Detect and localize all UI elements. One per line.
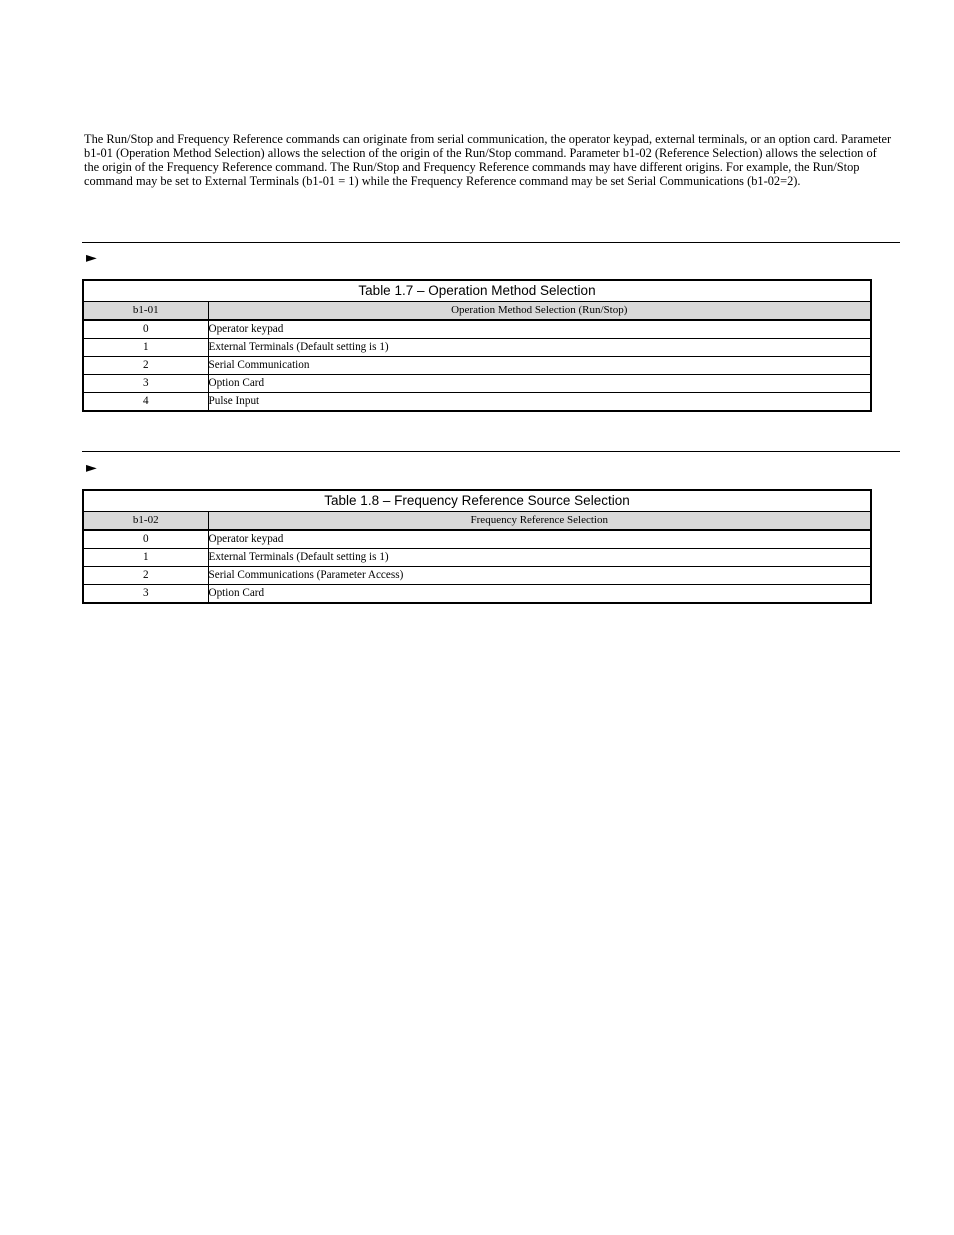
setting-value: 1: [83, 339, 208, 357]
table-row: [83, 567, 871, 585]
setting-value: 4: [83, 393, 208, 412]
setting-value: 0: [83, 320, 208, 339]
setting-value: 2: [83, 357, 208, 375]
table-row: [83, 585, 871, 604]
operation-method-table: [82, 279, 872, 412]
table-row: [83, 375, 871, 393]
setting-description: Serial Communications (Parameter Access): [208, 567, 871, 585]
table-row: [83, 549, 871, 567]
column-header-parameter: b1-01: [83, 302, 208, 321]
column-header-selection: Frequency Reference Selection: [208, 512, 871, 531]
table-row: [83, 357, 871, 375]
column-header-selection: Operation Method Selection (Run/Stop): [208, 302, 871, 321]
frequency-reference-table: [82, 489, 872, 604]
setting-value: 1: [83, 549, 208, 567]
column-header-parameter: b1-02: [83, 512, 208, 531]
table-row: [83, 320, 871, 339]
table-caption: Table 1.8 – Frequency Reference Source Selection: [83, 490, 871, 512]
setting-description: External Terminals (Default setting is 1): [208, 339, 871, 357]
setting-value: 0: [83, 530, 208, 549]
setting-description: Serial Communication: [208, 357, 871, 375]
setting-value: 3: [83, 375, 208, 393]
setting-value: 2: [83, 567, 208, 585]
setting-value: 3: [83, 585, 208, 604]
section-divider-2: [82, 451, 900, 452]
setting-description: Option Card: [208, 375, 871, 393]
table-row: [83, 393, 871, 412]
table-row: [83, 530, 871, 549]
setting-description: Option Card: [208, 585, 871, 604]
table-caption: Table 1.7 – Operation Method Selection: [83, 280, 871, 302]
section-arrow-icon-1: ►: [86, 250, 97, 266]
intro-paragraph: The Run/Stop and Frequency Reference commands can originate from serial communication, the operator keypad, external terminals, or an option card. Parameter b1-01 (Operation Method Selection) allows the selection of the origin of the Run/Stop command. Parameter b1-02 (Reference Selection) allows the selection of the origin of the Frequency Reference command. The Run/Stop and Frequency Reference commands may have different origins. For example, the Run/Stop command may be set to External Terminals (b1-01 = 1) while the Frequency Reference command may be set Serial Communications (b1-02=2).: [84, 132, 892, 188]
table-row: [83, 339, 871, 357]
section-arrow-icon-2: ►: [86, 460, 97, 476]
setting-description: Pulse Input: [208, 393, 871, 412]
setting-description: Operator keypad: [208, 320, 871, 339]
setting-description: External Terminals (Default setting is 1): [208, 549, 871, 567]
setting-description: Operator keypad: [208, 530, 871, 549]
section-divider-1: [82, 242, 900, 243]
